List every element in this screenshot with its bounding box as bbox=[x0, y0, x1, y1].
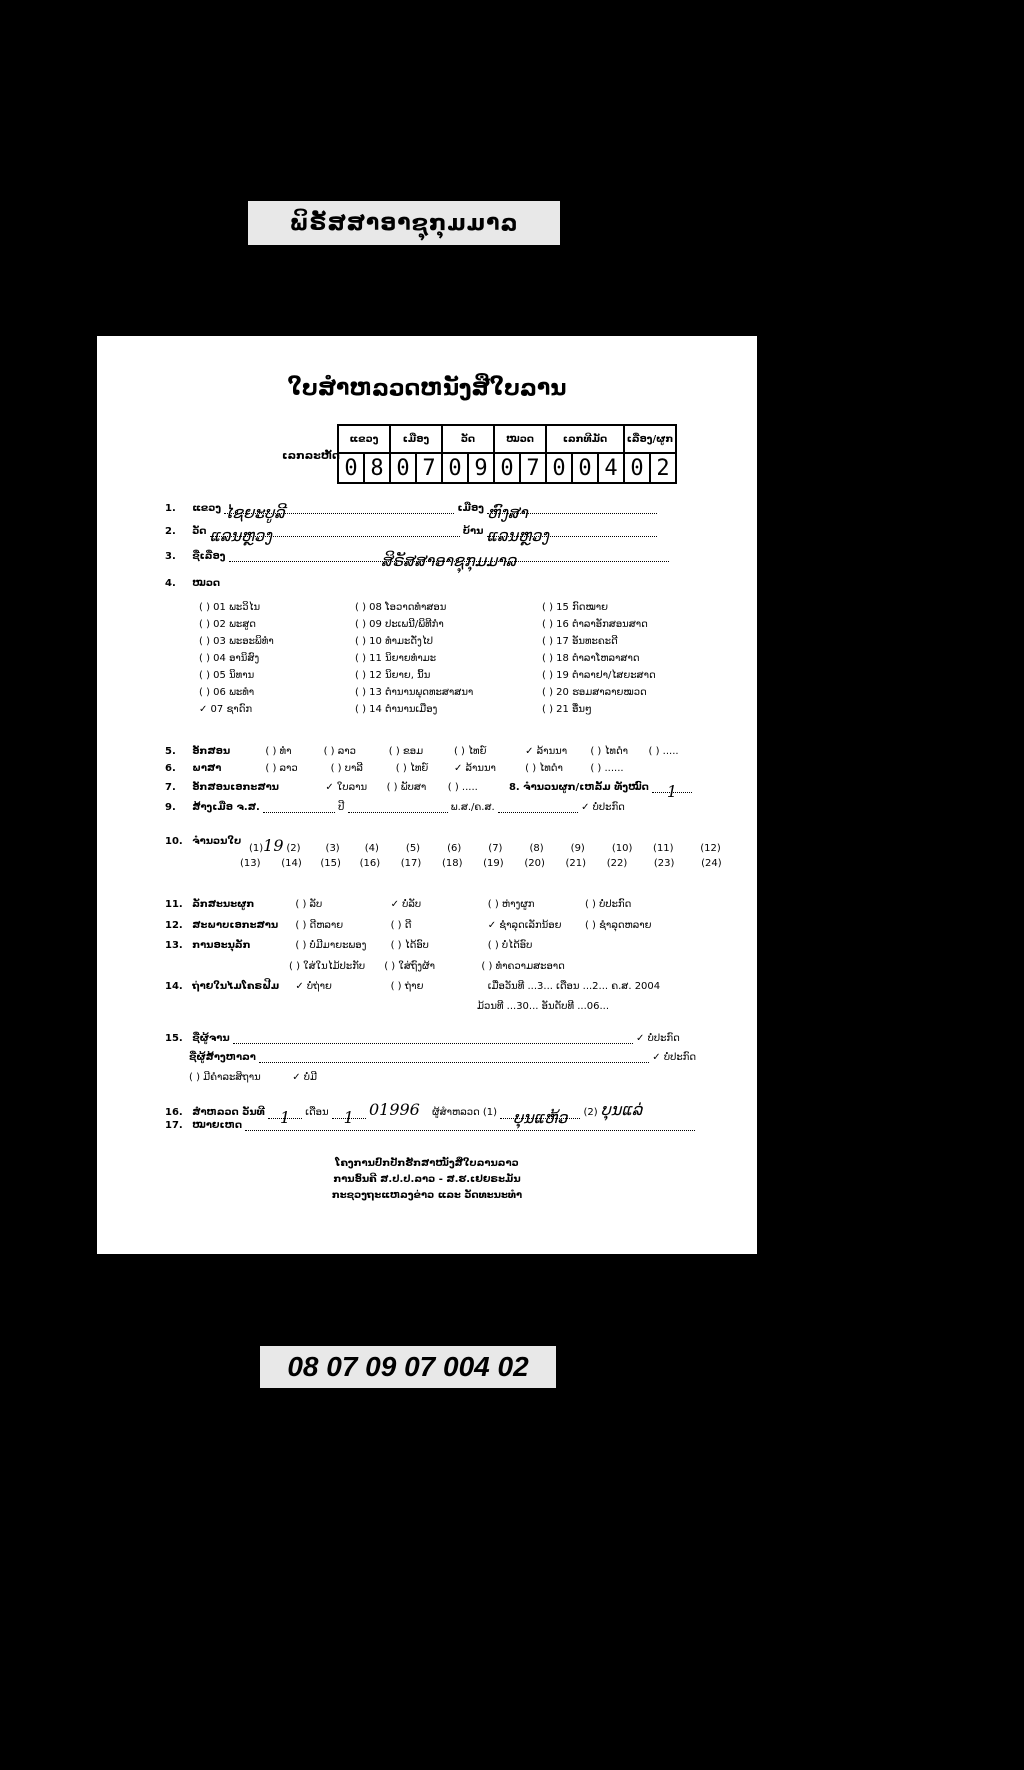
language-option[interactable]: ( ) ບາລີ bbox=[330, 763, 363, 774]
field-label: ພາສາ bbox=[192, 763, 222, 774]
leaf-slot: (8) bbox=[529, 843, 544, 854]
category-option[interactable]: ( ) 15 ກົດໝາຍ bbox=[542, 602, 609, 613]
field-province bbox=[165, 503, 657, 522]
leaf-slot: (9) bbox=[570, 843, 585, 854]
field-number: 13. bbox=[165, 940, 183, 951]
conservation-option[interactable]: ( ) ບໍ່ມີມາຍະພອງ bbox=[295, 940, 367, 951]
temple-value: ແລນຫຼວງ bbox=[210, 526, 460, 537]
field-temple bbox=[165, 526, 657, 545]
field-label: ວັດ bbox=[192, 526, 207, 537]
binding-option[interactable]: ( ) ຫ່າງຜູກ bbox=[487, 899, 535, 910]
category-option[interactable]: ( ) 08 ໂອວາດທຳສອນ bbox=[355, 602, 447, 613]
material-option[interactable]: ✓ ໃບລານ bbox=[325, 782, 368, 793]
surveyor-1: ບຸນແຫ້ວ bbox=[500, 1108, 580, 1119]
leaf-slot: (4) bbox=[364, 843, 379, 854]
field-microfilm-roll bbox=[477, 1001, 609, 1012]
script-option[interactable]: ( ) ຂອມ bbox=[388, 746, 424, 757]
field-number: 11. bbox=[165, 899, 183, 910]
language-option[interactable]: ( ) ໄທດຳ bbox=[525, 763, 563, 774]
code-digit: 0 bbox=[494, 453, 520, 483]
code-header: ວັດ bbox=[442, 425, 494, 453]
field-label: ຊື່ຜູ້ສ້າງຫາລາ bbox=[189, 1052, 256, 1063]
code-header: ໝວດ bbox=[494, 425, 546, 453]
scribe-value bbox=[233, 1033, 633, 1044]
script-option[interactable]: ( ) ທຳ bbox=[265, 746, 292, 757]
field-label: ຊື່ຜູ້ຈານ bbox=[192, 1033, 230, 1044]
category-option[interactable]: ( ) 19 ຕຳລາຢາ/ໄສຍະສາດ bbox=[542, 670, 656, 681]
language-option[interactable]: ( ) ລາວ bbox=[265, 763, 298, 774]
field-label: ອັກສອນ bbox=[192, 746, 231, 757]
field-sublabel: ຜູ້ສຳຫລວດ (1) bbox=[432, 1107, 498, 1118]
category-option[interactable]: ✓ 07 ຊາດົກ bbox=[199, 704, 253, 715]
leaf-slot: (24) bbox=[701, 858, 722, 869]
field-label: ເມືອງ bbox=[457, 503, 484, 514]
category-option[interactable]: ( ) 12 ນິຍາຍ, ນິ້ນ bbox=[355, 670, 431, 681]
footer-line-3: ກະຊວງຖະແຫລງຂ່າວ ແລະ ວັດທະນະທຳ bbox=[331, 1190, 523, 1201]
code-digit: 7 bbox=[416, 453, 442, 483]
script-option[interactable]: ( ) ໄທດຳ bbox=[590, 746, 629, 757]
field-label: ແຂວງ bbox=[192, 503, 222, 514]
survey-form bbox=[97, 336, 757, 1254]
created-unknown-option[interactable]: ✓ ບໍ່ປະກົດ bbox=[581, 802, 625, 813]
language-option[interactable]: ( ) ...... bbox=[590, 763, 624, 774]
category-option[interactable]: ( ) 17 ອັນທະຄະດີ bbox=[542, 636, 618, 647]
colophon-option[interactable]: ( ) ມີຄຳລະສິຖານ bbox=[189, 1072, 261, 1083]
category-option[interactable]: ( ) 02 ພະສູດ bbox=[199, 619, 256, 630]
code-table bbox=[337, 424, 677, 484]
category-option[interactable]: ( ) 14 ຕຳນານເມືອງ bbox=[355, 704, 438, 715]
field-number: 3. bbox=[165, 551, 176, 562]
bundles-value: 1 bbox=[652, 782, 692, 793]
category-option[interactable]: ( ) 05 ນິທານ bbox=[199, 670, 255, 681]
field-created bbox=[165, 802, 625, 813]
microfilm-roll: ມ້ວນທີ ...30... ອັນດັບທີ ...06... bbox=[477, 1001, 610, 1012]
leaf-slot: (13) bbox=[240, 858, 261, 869]
field-condition bbox=[165, 920, 651, 931]
field-number: 9. bbox=[165, 802, 176, 813]
field-label: ຈຳນວນໃບ bbox=[192, 836, 242, 847]
field-microfilm bbox=[165, 981, 660, 992]
top-title-label: ພິຣັສສາອາຊຸກຸມມາລ bbox=[248, 201, 560, 245]
category-option[interactable]: ( ) 13 ຕຳນານພຸດທະສາສນາ bbox=[355, 687, 474, 698]
category-option[interactable]: ( ) 18 ຕຳລາໂຫລາສາດ bbox=[542, 653, 640, 664]
field-number: 2. bbox=[165, 526, 176, 537]
category-option[interactable]: ( ) 06 ພະທຳ bbox=[199, 687, 255, 698]
code-header: ເລກທີມັດ bbox=[546, 425, 624, 453]
field-label: ໝວດ bbox=[192, 578, 221, 589]
conservation-option[interactable]: ( ) ໃສ່ຖົງຜ້າ bbox=[384, 961, 435, 972]
leaf-slot: (14) bbox=[281, 858, 302, 869]
bottom-code-label: 08 07 09 07 004 02 bbox=[260, 1346, 556, 1388]
field-label: ຊື່ເລື່ອງ bbox=[192, 551, 226, 562]
field-conservation bbox=[165, 940, 532, 951]
microfilm-date: ເມື່ອວັນທີ ...3... ເດືອນ ...2... ຄ.ສ. 2004 bbox=[487, 981, 661, 992]
leaf-slot: (21) bbox=[565, 858, 587, 869]
district-value: ຫົງສາ bbox=[487, 503, 657, 514]
field-scribe bbox=[165, 1033, 680, 1044]
field-number: 16. bbox=[165, 1107, 183, 1118]
script-option[interactable]: ( ) ..... bbox=[648, 746, 679, 757]
survey-day: 1 bbox=[268, 1108, 302, 1119]
code-header: ແຂວງ bbox=[338, 425, 390, 453]
field-label: ສະພາບເອກະສານ bbox=[192, 920, 279, 931]
code-header: ເມືອງ bbox=[390, 425, 442, 453]
field-label: ບ້ານ bbox=[462, 526, 484, 537]
footer-line-1: ໂຄງການປົກປັກຮັກສາໜັງສືໃບລານລາວ bbox=[335, 1158, 519, 1169]
field-number: 6. bbox=[165, 763, 176, 774]
field-number: 1. bbox=[165, 503, 176, 514]
field-sublabel: ເດືອນ bbox=[305, 1107, 329, 1118]
field-script bbox=[165, 746, 679, 757]
category-option[interactable]: ( ) 11 ນິຍາຍທຳມະ bbox=[355, 653, 437, 664]
leaf-slot: (2) bbox=[286, 843, 301, 854]
field-leaves bbox=[165, 836, 254, 847]
surveyor-2: ບຸນແລ່ bbox=[600, 1100, 643, 1119]
created-be-value bbox=[498, 802, 578, 813]
code-digit: 8 bbox=[364, 453, 390, 483]
bundles-label: 8. ຈຳນວນຜູກ/ເຫລັ້ມ ທັງໝົດ bbox=[508, 782, 649, 793]
leaf-slot: (7) bbox=[488, 843, 503, 854]
field-sublabel: ພ.ສ./ຄ.ສ. bbox=[450, 802, 495, 813]
field-label: ການອະນຸລັກ bbox=[192, 940, 251, 951]
field-label: ຖ່າຍໃນໄມໂຄຣຟີມ bbox=[192, 981, 280, 992]
field-number: 10. bbox=[165, 836, 183, 847]
field-number: 17. bbox=[165, 1120, 183, 1131]
binding-option[interactable]: ( ) ລັບ bbox=[295, 899, 323, 910]
field-binding bbox=[165, 899, 631, 910]
conservation-option[interactable]: ( ) ໃສ່ໃນໄມ້ປະກັບ bbox=[289, 961, 366, 972]
code-digit: 0 bbox=[624, 453, 650, 483]
created-year-value bbox=[348, 802, 448, 813]
code-digit: 9 bbox=[468, 453, 494, 483]
title-value: ສິຣັສສາອາຊຸກຸມມາລ bbox=[229, 551, 669, 562]
leaf-slot: (10) bbox=[611, 843, 633, 854]
field-number: 15. bbox=[165, 1033, 183, 1044]
leaf-slot: (16) bbox=[359, 858, 381, 869]
field-sponsor bbox=[189, 1052, 696, 1063]
language-option[interactable]: ✓ ລ້ານນາ bbox=[453, 763, 496, 774]
microfilm-option[interactable]: ✓ ບໍ່ຖ່າຍ bbox=[295, 981, 332, 992]
script-option[interactable]: ✓ ລ້ານນາ bbox=[525, 746, 568, 757]
field-remarks bbox=[165, 1120, 695, 1131]
leaf-slot: (17) bbox=[400, 858, 422, 869]
category-option[interactable]: ( ) 04 ອານິສົງ bbox=[199, 653, 260, 664]
category-option[interactable]: ( ) 20 ຮອມສາລາຍໝວດ bbox=[542, 687, 647, 698]
leaves-row-1 bbox=[249, 836, 721, 855]
leaf-slot: (20) bbox=[524, 858, 545, 869]
field-category bbox=[165, 578, 220, 589]
footer-line-2: ການອົນຄີ ສ.ປ.ປ.ລາວ - ສ.ຮ.ເຢຍຣະມັນ bbox=[333, 1174, 521, 1185]
survey-month: 1 bbox=[332, 1108, 366, 1119]
conservation-option[interactable]: ( ) ບໍ່ໄດ້ອົບ bbox=[487, 940, 533, 951]
code-digit: 0 bbox=[338, 453, 364, 483]
created-cs-value bbox=[263, 802, 335, 813]
leaf-slot: (18) bbox=[441, 858, 463, 869]
script-option[interactable]: ( ) ລາວ bbox=[323, 746, 356, 757]
sponsor-unknown-option[interactable]: ✓ ບໍ່ປະກົດ bbox=[652, 1052, 697, 1063]
leaf-slot: (6) bbox=[447, 843, 462, 854]
field-number: 12. bbox=[165, 920, 183, 931]
condition-option[interactable]: ( ) ດີ bbox=[390, 920, 412, 931]
category-option[interactable]: ( ) 10 ທຳມະດັ່ງໄປ bbox=[355, 636, 434, 647]
leaf-slot: (3) bbox=[325, 843, 340, 854]
microfilm-option[interactable]: ( ) ຖ່າຍ bbox=[390, 981, 424, 992]
condition-option[interactable]: ✓ ຊຳລຸດເລັກນ້ອຍ bbox=[487, 920, 562, 931]
village-value: ແລນຫຼວງ bbox=[487, 526, 657, 537]
condition-option[interactable]: ( ) ດີຫລາຍ bbox=[295, 920, 344, 931]
language-option[interactable]: ( ) ໄທຍ໌ bbox=[395, 763, 429, 774]
field-label: ໝາຍເຫດ bbox=[192, 1120, 243, 1131]
field-colophon bbox=[189, 1072, 317, 1083]
colophon-option[interactable]: ✓ ບໍ່ມີ bbox=[292, 1072, 318, 1083]
code-header: ເລື່ອງ/ຜູກ bbox=[624, 425, 676, 453]
leaf-slot: (12) bbox=[700, 843, 721, 854]
leaf-slot: (19) bbox=[483, 858, 504, 869]
province-value: ໄຊຍະບູລີ bbox=[224, 503, 454, 514]
leaf-count: 19 bbox=[263, 836, 284, 855]
condition-option[interactable]: ( ) ຊຳລຸດຫລາຍ bbox=[584, 920, 652, 931]
code-digit: 0 bbox=[442, 453, 468, 483]
script-option[interactable]: ( ) ໄທຍ໌ bbox=[453, 746, 487, 757]
code-digit: 0 bbox=[572, 453, 598, 483]
field-language bbox=[165, 763, 624, 774]
remarks-value bbox=[245, 1120, 695, 1131]
field-label: ລັກສະນະຜູກ bbox=[192, 899, 255, 910]
field-label: ອັກສອນເອກະສານ bbox=[192, 782, 279, 793]
binding-option[interactable]: ✓ ບໍ່ລັບ bbox=[390, 899, 422, 910]
leaf-slot: (23) bbox=[653, 858, 675, 869]
category-option[interactable]: ( ) 01 ພະວິໄນ bbox=[199, 602, 261, 613]
category-option[interactable]: ( ) 03 ພະອະພິທຳ bbox=[199, 636, 274, 647]
leaf-slot: (15) bbox=[320, 858, 341, 869]
category-option[interactable]: ( ) 16 ຕຳລາອັກສອນສາດ bbox=[542, 619, 648, 630]
leaf-slot: (5) bbox=[405, 843, 421, 854]
category-option[interactable]: ( ) 09 ປະເພນີ/ພິທີກຳ bbox=[355, 619, 444, 630]
code-digit: 2 bbox=[650, 453, 676, 483]
code-digit: 4 bbox=[598, 453, 624, 483]
conservation-option[interactable]: ( ) ທຳຄວາມສະອາດ bbox=[481, 961, 565, 972]
survey-year: 01996 bbox=[368, 1100, 420, 1119]
material-option[interactable]: ( ) ..... bbox=[447, 782, 478, 793]
material-option[interactable]: ( ) ພັບສາ bbox=[386, 782, 427, 793]
binding-option[interactable]: ( ) ບໍ່ປະກົດ bbox=[584, 899, 632, 910]
field-conservation-row2 bbox=[289, 961, 565, 972]
field-material bbox=[165, 782, 692, 801]
conservation-option[interactable]: ( ) ໄດ້ອົບ bbox=[390, 940, 429, 951]
code-label: ເລກລະຫັດ bbox=[282, 449, 340, 462]
field-number: 5. bbox=[165, 746, 176, 757]
leaves-row-2 bbox=[240, 858, 722, 869]
leaf-slot: (1) bbox=[249, 843, 264, 854]
category-option[interactable]: ( ) 21 ອື່ນໆ bbox=[542, 704, 592, 715]
field-label: ສຳຫລວດ ວັນທີ bbox=[192, 1107, 265, 1118]
scribe-unknown-option[interactable]: ✓ ບໍ່ປະກົດ bbox=[636, 1033, 680, 1044]
sponsor-value bbox=[259, 1052, 649, 1063]
code-digit: 0 bbox=[546, 453, 572, 483]
field-number: 14. bbox=[165, 981, 183, 992]
field-sublabel: ປີ bbox=[338, 802, 345, 813]
field-sublabel: (2) bbox=[583, 1107, 598, 1118]
leaf-slot: (11) bbox=[653, 843, 674, 854]
code-digit: 0 bbox=[390, 453, 416, 483]
leaf-slot: (22) bbox=[606, 858, 628, 869]
form-title: ໃບສຳຫລວດຫນັງສືໃບລານ bbox=[287, 376, 567, 401]
code-digit: 7 bbox=[520, 453, 546, 483]
field-label: ສ້າງເມື່ອ ຈ.ສ. bbox=[192, 802, 260, 813]
field-title bbox=[165, 551, 669, 570]
field-number: 4. bbox=[165, 578, 176, 589]
field-number: 7. bbox=[165, 782, 176, 793]
